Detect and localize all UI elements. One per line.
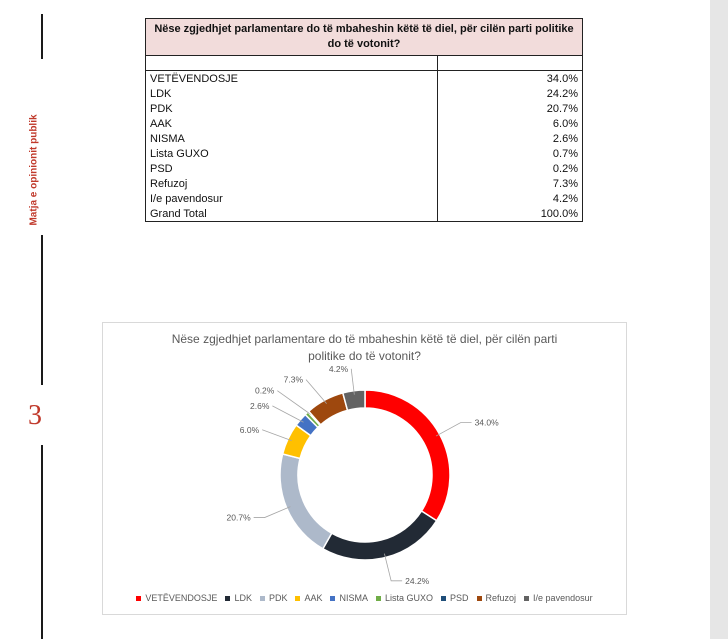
legend-item xyxy=(260,593,288,603)
legend-item xyxy=(477,593,517,603)
legend-swatch xyxy=(225,596,230,601)
data-label: 7.3% xyxy=(283,374,304,385)
legend-swatch xyxy=(136,596,141,601)
legend-label: LDK xyxy=(234,593,252,603)
party-name-cell: PSD xyxy=(146,161,438,176)
table-row xyxy=(146,191,583,206)
party-name-cell: PDK xyxy=(146,101,438,116)
chart-legend xyxy=(103,593,626,603)
legend-swatch xyxy=(477,596,482,601)
percent-cell: 20.7% xyxy=(438,101,583,116)
table-row xyxy=(146,101,583,116)
legend-item xyxy=(524,593,593,603)
percent-cell: 2.6% xyxy=(438,131,583,146)
donut-slice xyxy=(323,511,437,560)
legend-item xyxy=(330,593,368,603)
table-row xyxy=(146,131,583,146)
table-row xyxy=(146,206,583,222)
party-name-cell: LDK xyxy=(146,86,438,101)
legend-swatch xyxy=(524,596,529,601)
table-row xyxy=(146,86,583,101)
table-title: Nëse zgjedhjet parlamentare do të mbaheshin këtë të diel, për cilën parti politike do të votonit? xyxy=(146,19,583,56)
party-name-cell: AAK xyxy=(146,116,438,131)
percent-cell: 100.0% xyxy=(438,206,583,222)
legend-label: NISMA xyxy=(339,593,368,603)
data-label: 0.2% xyxy=(254,385,275,396)
percent-cell: 0.2% xyxy=(438,161,583,176)
legend-swatch xyxy=(295,596,300,601)
legend-label: AAK xyxy=(304,593,323,603)
data-label: 20.7% xyxy=(226,512,251,523)
donut-slice xyxy=(365,390,450,521)
percent-cell: 7.3% xyxy=(438,176,583,191)
donut-svg xyxy=(103,323,626,614)
legend-label: VETËVENDOSJE xyxy=(145,593,218,603)
margin-rule-bottom xyxy=(41,445,43,639)
legend-item xyxy=(225,593,252,603)
leader-line xyxy=(306,380,327,404)
legend-swatch xyxy=(376,596,381,601)
percent-cell: 24.2% xyxy=(438,86,583,101)
margin-rule-middle xyxy=(41,235,43,385)
party-name-cell: Grand Total xyxy=(146,206,438,222)
legend-label: Lista GUXO xyxy=(385,593,434,603)
table-row xyxy=(146,161,583,176)
leader-line xyxy=(254,507,291,518)
data-label: 24.2% xyxy=(405,575,430,586)
party-name-cell: VETËVENDOSJE xyxy=(146,71,438,87)
donut-chart xyxy=(102,322,627,615)
results-table xyxy=(145,18,583,222)
donut-slice xyxy=(280,454,332,549)
data-label: 34.0% xyxy=(474,417,499,428)
data-label: 6.0% xyxy=(239,424,260,435)
legend-label: I/e pavendosur xyxy=(533,593,593,603)
legend-swatch xyxy=(260,596,265,601)
table-row xyxy=(146,176,583,191)
legend-label: PSD xyxy=(450,593,469,603)
table-blank-cell xyxy=(438,56,583,71)
table-blank-cell xyxy=(146,56,438,71)
legend-item xyxy=(376,593,433,603)
party-name-cell: NISMA xyxy=(146,131,438,146)
leader-line xyxy=(262,430,291,441)
legend-item xyxy=(441,593,469,603)
percent-cell: 4.2% xyxy=(438,191,583,206)
party-name-cell: Refuzoj xyxy=(146,176,438,191)
percent-cell: 34.0% xyxy=(438,71,583,87)
leader-line xyxy=(436,423,472,436)
margin-rule-top xyxy=(41,14,43,59)
percent-cell: 6.0% xyxy=(438,116,583,131)
legend-item xyxy=(136,593,217,603)
data-label: 2.6% xyxy=(250,400,270,411)
page-number: 3 xyxy=(28,400,42,431)
percent-cell: 0.7% xyxy=(438,146,583,161)
legend-swatch xyxy=(330,596,335,601)
legend-swatch xyxy=(441,596,446,601)
chart-title: Nëse zgjedhjet parlamentare do të mbaheshin këtë të diel, për cilën parti politike do të votonit? xyxy=(171,332,558,363)
table-row xyxy=(146,71,583,87)
legend-item xyxy=(295,593,322,603)
party-name-cell: I/e pavendosur xyxy=(146,191,438,206)
party-name-cell: Lista GUXO xyxy=(146,146,438,161)
legend-label: PDK xyxy=(268,593,288,603)
data-label: 4.2% xyxy=(328,363,349,374)
legend-label: Refuzoj xyxy=(485,593,517,603)
table-row xyxy=(146,146,583,161)
table-row xyxy=(146,116,583,131)
leader-line xyxy=(272,406,303,422)
sidebar-label: Matja e opinionit publik xyxy=(28,114,40,226)
